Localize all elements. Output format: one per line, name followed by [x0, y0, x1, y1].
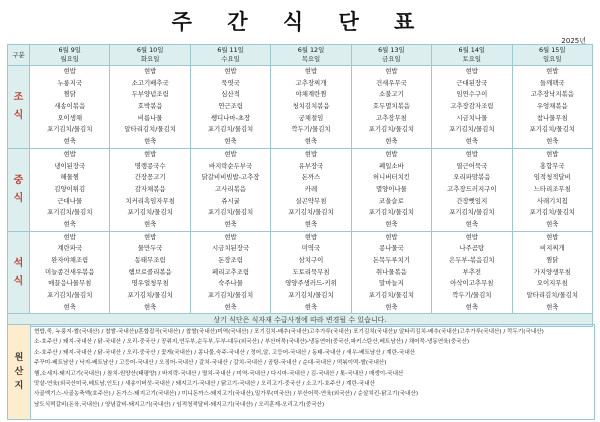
menu-cell [190, 66, 270, 149]
menu-item: 은두부-볶음김치 [449, 256, 495, 264]
menu-item: 김양이튀김 [54, 184, 86, 193]
menu-item: 현축 [224, 137, 237, 146]
menu-item: 고추장무침 [375, 113, 407, 122]
meal-row [8, 66, 593, 149]
menu-item: 현축 [465, 137, 478, 146]
menu-item: 멸양이나물 [375, 184, 407, 193]
origin-line: 햄,소세지-돼지고기(국내산) / 참치-원양산(태평양) / 바지락-국내산 / 멸치-국내산 / 미역-국내산 / 다시마-국내산 / 김-국내산 / 톳-국내산 / 매생이-국내산 [34, 370, 404, 377]
menu-cell [351, 66, 431, 149]
menu-item: 삼치구이 [298, 256, 324, 264]
menu-item: 포기김치/물김치 [127, 208, 173, 217]
meal-label [8, 148, 30, 231]
menu-cell [351, 148, 431, 231]
menu-item: 현밥 [546, 67, 559, 75]
menu-item: 현축 [224, 302, 237, 311]
origin-label [8, 325, 31, 419]
menu-item: 현밥 [224, 232, 237, 241]
menu-item: 오리파맘볶음 [453, 173, 491, 182]
menu-item: 현밥 [224, 149, 237, 158]
day-date: 6월 12일 [297, 46, 325, 54]
menu-item: 홍합무국 [539, 161, 565, 170]
menu-item: 미역국 [301, 244, 321, 253]
menu-item: 건새우무국 [375, 78, 407, 87]
menu-item: 돈목두루치기 [372, 256, 410, 264]
page-title: 주 간 식 단 표 [171, 10, 429, 34]
day-date: 6월 13일 [378, 46, 405, 54]
menu-item: 포기김치/물김치 [449, 208, 495, 217]
menu-item: 포기김치/물김치 [47, 125, 93, 134]
menu-item: 포기김치/물김치 [47, 291, 93, 300]
menu-item: 실곤약무침 [295, 196, 327, 205]
year-label: 2025년 [561, 37, 586, 45]
menu-item: 명우얼청무침 [131, 279, 169, 288]
menu-item: 현밥 [304, 232, 318, 241]
menu-cell [271, 66, 351, 149]
menu-item: 햄브로콜리볶음 [128, 267, 172, 276]
menu-item: 폐일소바 [379, 161, 404, 170]
origin-line: 소-호주산 / 돼지-국내산 / 닭-국내산 / 오리-중국산 / 꽁쥐지,연두부,순두부,두부-대두(외국산) / 부산어묵(국내산)-냉동연어(중국산,파키스탄산,베트남산) / 채어묵-냉동연육(중국산) [34, 339, 470, 346]
menu-cell [30, 66, 110, 149]
menu-item: 콩나물국 [379, 244, 404, 253]
menu-item: 임연수구이 [456, 90, 488, 99]
menu-item: 돈까스 [301, 173, 321, 182]
day-date: 6월 11일 [217, 46, 244, 54]
day-date: 6월 15일 [538, 46, 566, 54]
menu-item: 닭갈비비빔밥-고추장 [201, 173, 260, 182]
menu-item: 참나물무침 [536, 113, 568, 122]
menu-item: 카레 [304, 184, 318, 193]
meal-label-char: 식 [13, 192, 24, 204]
menu-item: 알타리김치/물김치 [124, 125, 176, 134]
gubun-header: 구분 [8, 45, 30, 66]
day-header [190, 45, 270, 66]
menu-item: 물만두국 [137, 244, 163, 253]
menu-item: 계란파국 [57, 244, 83, 253]
menu-cell [432, 66, 512, 149]
meal-label-char: 중 [13, 174, 24, 186]
menu-item: 비름나물 [137, 113, 163, 122]
menu-item: 명랭콩국수 [134, 161, 166, 170]
menu-item: 현축 [546, 219, 559, 228]
menu-item: 현축 [546, 302, 559, 311]
menu-item: 들깨팩국 [539, 78, 565, 87]
menu-item: 포기김치/물김치 [207, 125, 254, 134]
menu-item: 냉이된장국 [54, 161, 86, 170]
origin-line: 현밥,죽, 누룽지-쌀(국내산) / 찹쌀-국내산)/혼합잡곡(국내산) / 찹쌀(국내산)미역(국내산) / 포기김치-배추(국내산)고추가루(국내산) 포기김치(국내산)/ 알타리김치-배추(국내산)고추가루(국내산) / 깍두기(국내산) [34, 329, 544, 335]
menu-item: 미늘종건새우볶음 [45, 267, 95, 276]
menu-item: 취나물볶음 [375, 267, 407, 276]
menu-item: 야채계란찜 [295, 90, 327, 99]
menu-item: 현밥 [546, 232, 559, 241]
origin-line: 맛살-연육(외국산미국,베트남,인도) / 새송이버섯-국내산 / 돼지고기-국내산 / 닭고기-국내산 / 오리고기-중국산 / 소고기-호주산 / 계란-국내산 [34, 381, 376, 388]
menu-cell [110, 148, 190, 231]
menu-cell [432, 231, 512, 314]
menu-item: 포기김치/물김치 [368, 208, 415, 217]
menu-item: 쌩디나마-초장 [210, 113, 251, 122]
origin-line: 주꾸미-베트남산 / 낙지-베트남산 / 고등어-국내산 / 오징어-국내산 / 갈치-국내산 / 갈치-국내산 / 곰탕-국내산 / 순대-국내산 / 떡볶이떡-쌀(국내산) [34, 360, 387, 367]
menu-item: 쥬시굴 [221, 196, 240, 205]
menu-item: 허니버터치킨 [372, 173, 410, 182]
menu-item: 매끌응나물무침 [48, 279, 92, 288]
day-date: 6월 9일 [58, 46, 81, 54]
menu-item: 알타리김치/물김치 [526, 291, 579, 300]
menu-item: 열근어묵국 [456, 161, 488, 170]
day-weekday: 토요일 [462, 55, 482, 63]
origin-line: 소-호주산 / 돼지-국내산 / 닭-국내산 / 오리-중국산 / 꽃게(국내산) / 콩나물,숙주-국내산 / 정어,알, 고등어-국내산 / 동태-국내산 / 새우-베트남산 / 계란-국내산 [34, 349, 416, 356]
menu-item: 현밥 [385, 149, 398, 158]
menu-cell [351, 231, 431, 314]
meal-body [8, 66, 593, 314]
menu-item: 오이지무침 [536, 279, 568, 288]
menu-item: 우엉채볶음 [536, 102, 568, 111]
menu-item: 고사리볶음 [215, 184, 246, 193]
menu-item: 치커리흑임자무침 [125, 196, 175, 205]
menu-item: 포기김치/물김치 [127, 291, 173, 300]
origin-section [7, 324, 595, 420]
menu-item: 부추전 [462, 267, 482, 276]
menu-item: 현축 [385, 302, 398, 311]
menu-item: 현밥 [385, 232, 398, 241]
menu-item: 완자야채조림 [51, 256, 89, 264]
menu-item: 시금치나물 [456, 113, 488, 122]
menu-item: 연근조림 [218, 102, 243, 111]
menu-item: 오이생채 [57, 113, 83, 122]
menu-item: 고추장찌개 [295, 78, 327, 87]
menu-item: 감자채볶음 [134, 184, 166, 193]
menu-item: 현밥 [465, 149, 478, 158]
menu-cell [432, 148, 512, 231]
menu-cell [271, 231, 351, 314]
menu-item: 고추장낙지볶음 [530, 90, 574, 99]
origin-label-char: 산 [14, 367, 24, 377]
menu-item: 바지락순두부국 [208, 161, 253, 170]
menu-cell [30, 148, 110, 231]
menu-item: 간장뻣잎지 [456, 196, 488, 205]
menu-item: 현축 [143, 137, 157, 146]
menu-item: 유부장국 [298, 161, 324, 170]
menu-item: 간장꽁고기 [134, 173, 166, 182]
menu-cell [190, 231, 270, 314]
day-date: 6월 14일 [458, 46, 486, 54]
notice-text: 상기 식단은 식자재 수급사정에 따라 변경될 수 있습니다. [8, 314, 593, 327]
menu-item: 포기김치/물김치 [288, 208, 334, 217]
day-header [351, 45, 431, 66]
day-weekday: 일요일 [543, 55, 562, 63]
origin-label-char: 원 [14, 353, 24, 363]
meal-label-char: 식 [13, 275, 24, 287]
menu-item: 아삭이고추무침 [450, 279, 494, 288]
menu-item: 현밥 [465, 67, 478, 75]
menu-item: 포기김치/물김치 [529, 125, 575, 134]
menu-item: 시금치된장국 [212, 244, 250, 253]
menu-item: 심산적 [221, 90, 240, 99]
menu-item: 현밥 [224, 67, 237, 75]
menu-item: 코울슬로 [379, 196, 404, 205]
menu-item: 현축 [63, 137, 76, 146]
meal-label-char: 조 [13, 91, 24, 103]
menu-cell [30, 231, 110, 314]
menu-cell [512, 231, 592, 314]
menu-item: 현축 [465, 219, 478, 228]
menu-cell [110, 231, 190, 314]
day-header [432, 45, 512, 66]
day-weekday: 월요일 [60, 55, 79, 63]
menu-item: 포기김치/물김치 [47, 208, 93, 217]
menu-table [7, 44, 593, 327]
menu-item: 현축 [143, 219, 157, 228]
menu-item: 포기김치/물김치 [449, 125, 495, 134]
meal-label [8, 66, 30, 149]
day-header [30, 45, 110, 66]
menu-item: 현밥 [63, 149, 76, 158]
menu-item: 해물찜 [60, 173, 79, 182]
menu-item: 영양주생러드-키위 [285, 279, 337, 288]
menu-cell [110, 66, 190, 149]
menu-item: 사래기치칩 [536, 196, 568, 205]
menu-item: 포기김치/물김치 [288, 291, 334, 300]
day-date: 6월 10일 [136, 46, 164, 54]
menu-item: 두부양념조림 [131, 90, 169, 99]
menu-item: 현축 [224, 219, 237, 228]
menu-item: 돈장조림 [218, 256, 243, 264]
day-weekday: 수요일 [221, 55, 240, 63]
menu-item: 나주곰탕 [459, 244, 485, 253]
meal-label-char: 식 [13, 109, 24, 121]
menu-item: 페리고추조림 [212, 267, 250, 276]
menu-item: 현밥 [304, 149, 318, 158]
origin-line: 남도식떡갈비(돈육,국내산) / 양념갈비-돼지고기(국내산) / 임적청적달비-돼지고기(국내산) / 오리훈제-오리고기(중국산) [34, 401, 325, 408]
menu-item: 현밥 [304, 67, 318, 75]
menu-cell [512, 66, 592, 149]
day-header [110, 45, 190, 66]
menu-item: 현축 [63, 219, 76, 228]
header-row [8, 45, 593, 66]
menu-item: 청치김치볶음 [292, 102, 330, 111]
day-header [512, 45, 592, 66]
menu-item: 궁채절임 [298, 113, 324, 122]
day-header [271, 45, 351, 66]
menu-item: 찜닭 [63, 90, 76, 99]
menu-item: 포기김치/물김치 [368, 125, 415, 134]
menu-item: 동태무조림 [134, 256, 166, 264]
menu-item: 깍두기/물김치 [452, 291, 492, 300]
menu-item: 현축 [385, 219, 398, 228]
menu-item: 고추장드러지구이 [447, 184, 497, 193]
menu-item: 현축 [143, 302, 157, 311]
menu-item: 현밥 [63, 67, 76, 75]
menu-item: 포기김치/물김치 [207, 208, 254, 217]
menu-item: 현축 [304, 302, 318, 311]
origin-label-char: 지 [14, 381, 24, 391]
day-weekday: 화요일 [140, 55, 160, 63]
menu-item: 현축 [63, 302, 76, 311]
menu-cell [512, 148, 592, 231]
menu-item: 가지양생무침 [533, 267, 571, 276]
menu-item: 누룽지국 [57, 78, 83, 87]
menu-item: 포기김치/물김치 [529, 208, 575, 217]
day-weekday: 목요일 [301, 55, 321, 63]
menu-item: 현밥 [143, 232, 157, 241]
menu-item: 소고기배추국 [131, 78, 169, 87]
meal-label-char: 석 [13, 257, 24, 269]
menu-item: 느타리조무침 [533, 184, 571, 193]
day-weekday: 금요일 [382, 55, 401, 63]
menu-item: 호박볶음 [137, 102, 163, 111]
menu-item: 현밥 [63, 232, 76, 241]
menu-item: 소불고기 [379, 90, 404, 99]
menu-item: 호두멸치볶음 [372, 102, 410, 111]
menu-item: 현밥 [465, 232, 478, 241]
meal-row [8, 231, 593, 314]
menu-cell [271, 148, 351, 231]
menu-item: 현축 [546, 137, 559, 146]
menu-item: 숙주나물 [218, 279, 243, 288]
menu-item: 현축 [465, 302, 478, 311]
menu-item: 말마늘지 [379, 279, 404, 288]
menu-item: 포기김치/물김치 [368, 291, 415, 300]
menu-item: 깍두기/물김치 [291, 125, 331, 134]
menu-item: 비지찌개 [539, 244, 565, 253]
menu-item: 근대나물 [57, 196, 83, 205]
menu-item: 포기김치/물김치 [207, 291, 254, 300]
meal-row [8, 148, 593, 231]
menu-item: 현밥 [143, 149, 157, 158]
menu-item: 현밥 [385, 67, 398, 75]
menu-item: 새송이볶음 [54, 102, 86, 111]
menu-item: 묵엿국 [221, 78, 240, 87]
menu-item: 현축 [385, 137, 398, 146]
menu-item: 근대된장국 [456, 78, 488, 87]
origin-line: 사골엑기스-사골농축액(호주산) / 돈가스-돼지고기(국내산) / 미니돈까스-돼지고기(국내산),밀가루(미국산) / 부산어묵-연육(외국산) / 순살치킨-닭고기(국내산) [34, 391, 419, 398]
menu-item: 고추장감자조림 [450, 102, 494, 111]
menu-item: 찜닭 [546, 256, 559, 264]
meal-label [8, 231, 30, 314]
menu-item: 현밥 [546, 149, 559, 158]
origin-text [31, 325, 594, 419]
menu-item: 도토리묵무침 [292, 267, 330, 276]
menu-item: 임적청적달비 [533, 173, 571, 182]
menu-item: 현축 [304, 137, 318, 146]
menu-item: 현밥 [143, 67, 157, 75]
menu-item: 현축 [304, 219, 318, 228]
menu-cell [190, 148, 270, 231]
